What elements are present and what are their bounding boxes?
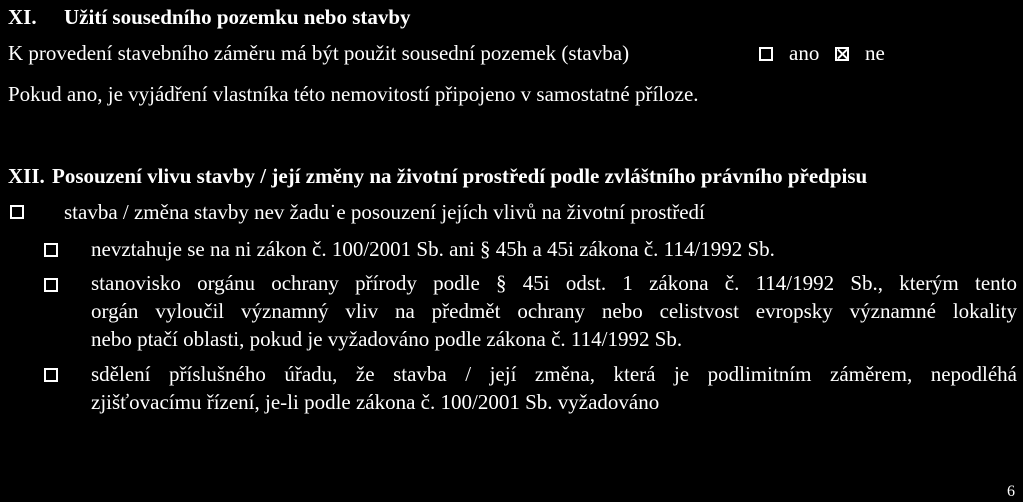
section-11-question: K provedení stavebního záměru má být použit sousední pozemek (stavba) bbox=[8, 41, 630, 65]
page-number: 6 bbox=[1007, 483, 1015, 500]
yes-label: ano bbox=[789, 41, 820, 65]
sub-item-2-checkbox[interactable] bbox=[44, 278, 58, 292]
sub-item-1-label: nevztahuje se na ni zákon č. 100/2001 Sb. ani § 45h a 45i zákona č. 114/1992 Sb. bbox=[91, 237, 775, 261]
no-label: ne bbox=[865, 41, 885, 65]
yes-checkbox[interactable] bbox=[759, 47, 773, 61]
section-11-number: XI. bbox=[8, 5, 37, 29]
sub-item-3-line-1: sdělení příslušného úřadu, že stavba / její změna, která je podlimitním záměrem, nepodléhá bbox=[91, 362, 1017, 386]
section-12-title: Posouzení vlivu stavby / její změny na životní prostředí podle zvláštního právního předpisu bbox=[52, 164, 868, 188]
sub-item-2-line-2: orgán vyloučil významný vliv na předmět ochrany nebo celistvost evropsky významné lokality bbox=[91, 299, 1017, 323]
section-11-title: Užití sousedního pozemku nebo stavby bbox=[64, 5, 411, 29]
sub-item-3-checkbox[interactable] bbox=[44, 368, 58, 382]
sub-item-1-checkbox[interactable] bbox=[44, 243, 58, 257]
sub-item-3-line-2: zjišťovacímu řízení, je-li podle zákona č. 100/2001 Sb. vyžadováno bbox=[91, 390, 660, 414]
section-11-note: Pokud ano, je vyjádření vlastníka této nemovitostí připojeno v samostatné příloze. bbox=[8, 82, 699, 106]
main-item-checkbox[interactable] bbox=[10, 205, 24, 219]
sub-item-2-line-1: stanovisko orgánu ochrany přírody podle § 45i odst. 1 zákona č. 114/1992 Sb., kterým tento bbox=[91, 271, 1017, 295]
section-12-number: XII. bbox=[8, 164, 45, 188]
sub-item-2-line-3: nebo ptačí oblasti, pokud je vyžadováno podle zákona č. 114/1992 Sb. bbox=[91, 327, 683, 351]
no-checkbox[interactable] bbox=[835, 47, 849, 61]
main-item-label: stavba / změna stavby nev žadu˙e posouzení jejích vlivů na životní prostředí bbox=[64, 200, 705, 224]
